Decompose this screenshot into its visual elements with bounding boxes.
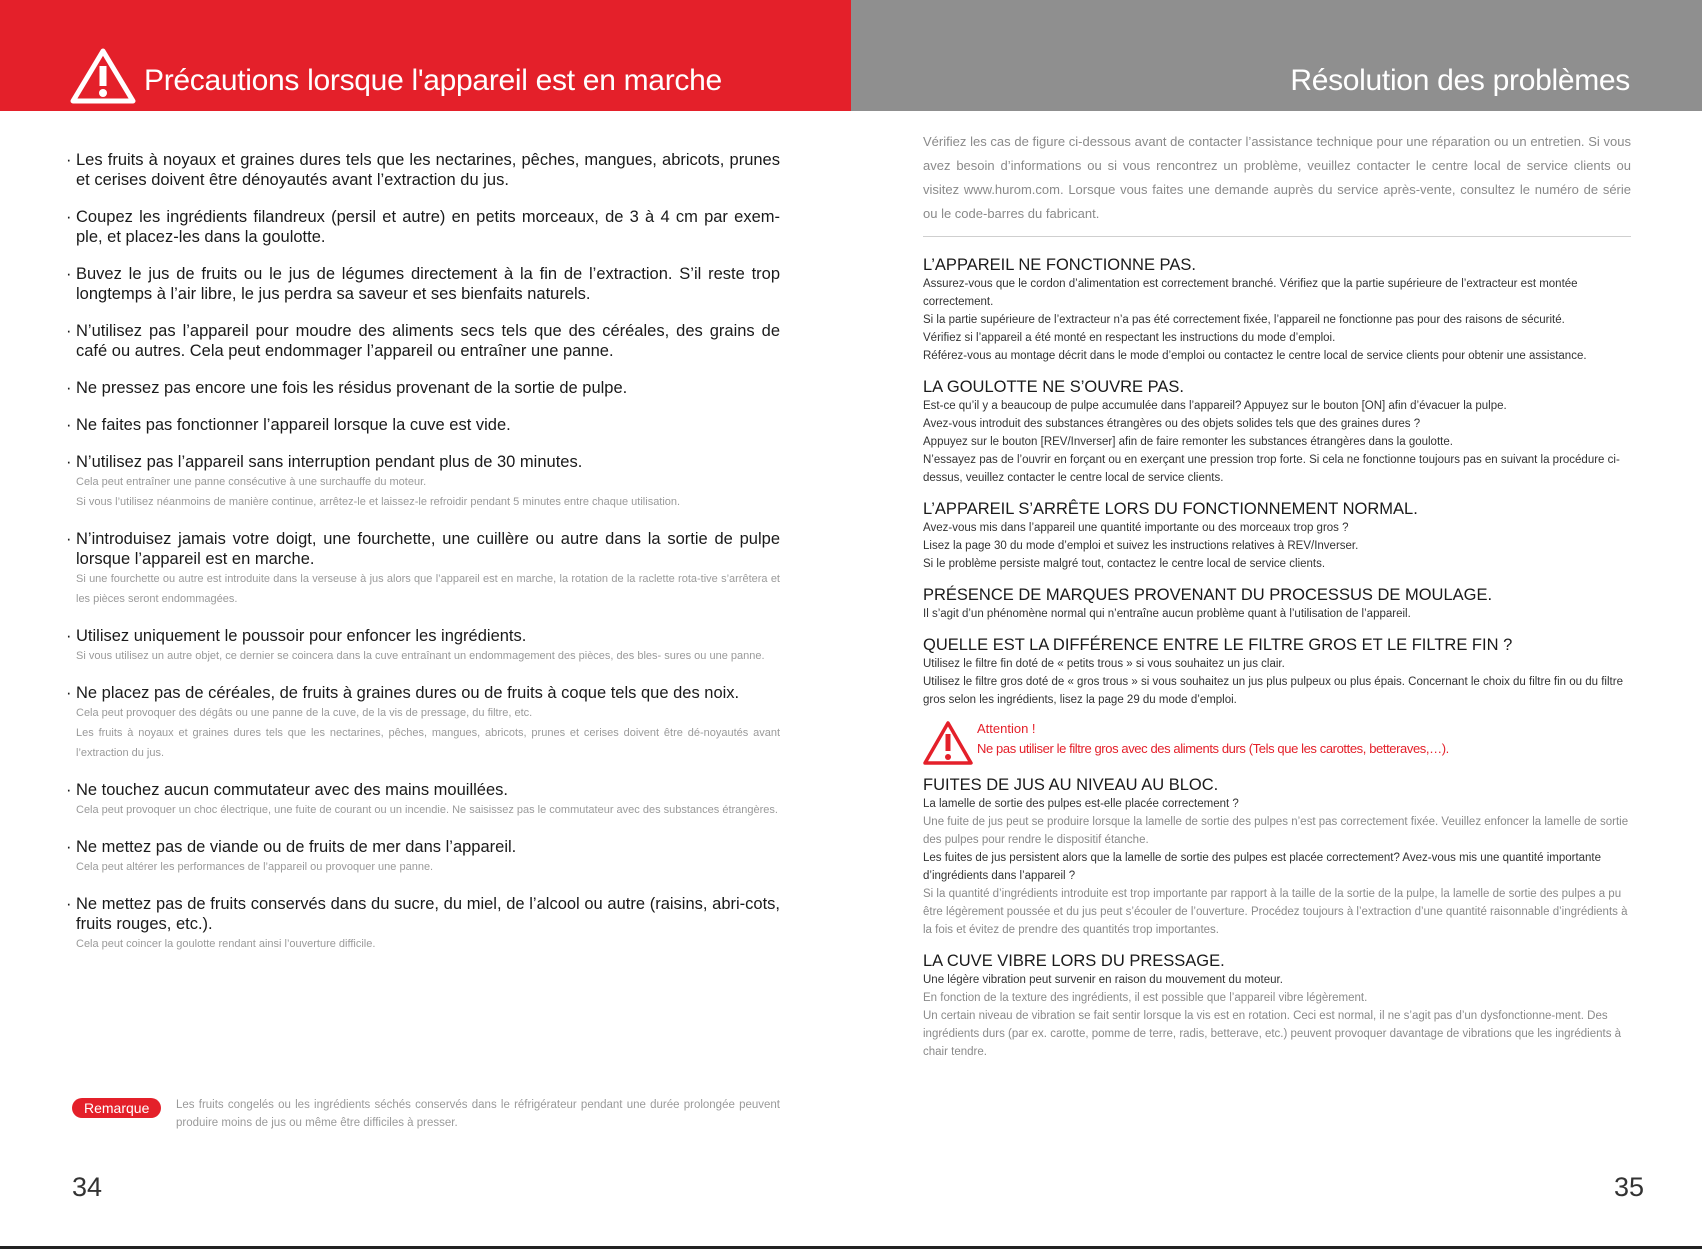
section-line: Les fuites de jus persistent alors que la lamelle de sortie des pulpes est placée correctement? Avez-vous mis une quantité importante d’ingrédients dans l’appareil ?	[923, 852, 1602, 882]
page-title-right: Résolution des problèmes	[1290, 64, 1630, 97]
precaution-note: Cela peut entraîner une panne consécutive à une surchauffe du moteur.	[76, 476, 427, 488]
section-line: Lisez la page 30 du mode d’emploi et suivez les instructions relatives à REV/Inverser.	[923, 540, 1359, 552]
precaution-note: Cela peut altérer les performances de l’appareil ou provoquer une panne.	[76, 861, 434, 873]
precaution-item	[66, 529, 780, 609]
precautions-list	[66, 150, 780, 971]
precaution-item	[66, 150, 780, 190]
section-title: L’APPAREIL NE FONCTIONNE PAS.	[923, 256, 1196, 274]
section-line: Si le problème persiste malgré tout, contactez le centre local de service clients.	[923, 558, 1326, 570]
attention-title: Attention !	[977, 721, 1036, 736]
precaution-item	[66, 780, 780, 820]
section-line: Si la partie supérieure de l’extracteur n’a pas été correctement fixée, l’appareil ne fonctionne pas pour des raisons de sécurité.	[923, 314, 1565, 326]
troubleshooting-section	[923, 635, 1631, 709]
precaution-text: N’utilisez pas l’appareil pour moudre des aliments secs tels que des céréales, des grains de café ou autres. Cela peut endommager l’appareil ou entraîner une panne.	[76, 322, 780, 360]
bullet-dot: ·	[66, 208, 72, 226]
remark-box	[72, 1096, 780, 1132]
precaution-text: Coupez les ingrédients filandreux (persil et autre) en petits morceaux, de 3 à 4 cm par exem-ple, et placez-les dans la goulotte.	[76, 208, 780, 246]
section-line: Si la quantité d’ingrédients introduite est trop importante par rapport à la taille de la sortie de la pulpe, la lamelle de sortie des pulpes a pu être légèrement poussée et du jus peut s’écouler de l’ouverture. Procédez toujours à l’extraction d’une quantité raisonnable d’ingrédients à la fois et évitez de prendre des quantités trop importantes.	[923, 888, 1628, 936]
header-right	[851, 0, 1702, 111]
precaution-note: Les fruits à noyaux et graines dures tels que les nectarines, pêches, mangues, abricots, prunes et cerises doivent être dé-noyautés avant l’extraction du jus.	[76, 727, 780, 759]
precaution-note: Si vous utilisez un autre objet, ce dernier se coincera dans la cuve entraînant un endommagement des pièces, des bles- sures ou une panne.	[76, 650, 765, 662]
section-line: Avez-vous mis dans l’appareil une quantité importante ou des morceaux trop gros ?	[923, 522, 1349, 534]
warning-triangle-icon	[70, 48, 136, 104]
troubleshooting-section	[923, 951, 1631, 1061]
troubleshooting-column	[923, 130, 1631, 1073]
precaution-text: N’utilisez pas l’appareil sans interruption pendant plus de 30 minutes.	[76, 453, 583, 471]
precaution-text: Ne mettez pas de viande ou de fruits de mer dans l’appareil.	[76, 838, 517, 856]
bullet-dot: ·	[66, 322, 72, 340]
bullet-dot: ·	[66, 453, 72, 471]
precaution-text: Ne placez pas de céréales, de fruits à graines dures ou de fruits à coque tels que des noix.	[76, 684, 740, 702]
precaution-item	[66, 837, 780, 877]
section-line: La lamelle de sortie des pulpes est-elle placée correctement ?	[923, 798, 1239, 810]
section-title: LA CUVE VIBRE LORS DU PRESSAGE.	[923, 952, 1225, 970]
section-title: LA GOULOTTE NE S’OUVRE PAS.	[923, 378, 1185, 396]
bullet-dot: ·	[66, 781, 72, 799]
precaution-item	[66, 415, 780, 435]
precaution-text: Ne faites pas fonctionner l’appareil lorsque la cuve est vide.	[76, 416, 511, 434]
bullet-dot: ·	[66, 530, 72, 548]
divider	[923, 236, 1631, 237]
section-title: PRÉSENCE DE MARQUES PROVENANT DU PROCESSUS DE MOULAGE.	[923, 586, 1493, 604]
intro-paragraph: Vérifiez les cas de figure ci-dessous avant de contacter l’assistance technique pour une réparation ou un entretien. Si vous avez besoin d’informations ou si vous rencontrez un problème, veuillez contacter le centre local de service clients ou visitez www.hurom.com. Lorsque vous faites une demande auprès du service après-vente, consultez le numéro de série ou le code-barres du fabricant.	[923, 134, 1631, 221]
precaution-text: Buvez le jus de fruits ou le jus de légumes directement à la fin de l’extraction. S’il reste trop longtemps à l’air libre, le jus perdra sa saveur et ses bienfaits naturels.	[76, 265, 780, 303]
section-line: Avez-vous introduit des substances étrangères ou des objets solides tels que des graines dures ?	[923, 418, 1421, 430]
troubleshooting-section	[923, 255, 1631, 365]
section-line: Utilisez le filtre fin doté de « petits trous » si vous souhaitez un jus clair.	[923, 658, 1285, 670]
section-line: En fonction de la texture des ingrédients, il est possible que l’appareil vibre légèrement.	[923, 992, 1368, 1004]
section-line: Référez-vous au montage décrit dans le mode d’emploi ou contactez le centre local de service clients pour obtenir une assistance.	[923, 350, 1587, 362]
precaution-note: Cela peut provoquer un choc électrique, une fuite de courant ou un incendie. Ne saisissez pas le commutateur avec des substances étrangères.	[76, 804, 778, 816]
bullet-dot: ·	[66, 265, 72, 283]
bullet-dot: ·	[66, 895, 72, 913]
precaution-note: Cela peut provoquer des dégâts ou une panne de la cuve, de la vis de pressage, du filtre, etc.	[76, 707, 533, 719]
attention-box	[923, 721, 1631, 767]
remark-badge: Remarque	[72, 1098, 161, 1118]
bullet-dot: ·	[66, 627, 72, 645]
precaution-note: Si une fourchette ou autre est introduite dans la verseuse à jus alors que l’appareil est en marche, la rotation de la raclette rota-tive s’arrêtera et les pièces seront endommagées.	[76, 573, 780, 605]
precaution-text: Utilisez uniquement le poussoir pour enfoncer les ingrédients.	[76, 627, 527, 645]
page-number-right: 35	[1613, 1172, 1644, 1202]
precaution-text: N’introduisez jamais votre doigt, une fourchette, une cuillère ou autre dans la sortie de pulpe lorsque l’appareil est en marche.	[76, 530, 780, 568]
section-line: Une fuite de jus peut se produire lorsque la lamelle de sortie des pulpes n’est pas correctement fixée. Veuillez enfoncer la lamelle de sortie des pulpes pour rendre le dispositif étanche.	[923, 816, 1629, 846]
precaution-item	[66, 626, 780, 666]
precaution-text: Ne touchez aucun commutateur avec des mains mouillées.	[76, 781, 508, 799]
troubleshooting-sections-after	[923, 775, 1631, 1061]
precaution-item	[66, 894, 780, 954]
section-title: L’APPAREIL S’ARRÊTE LORS DU FONCTIONNEMENT NORMAL.	[923, 500, 1418, 518]
warning-triangle-icon	[923, 721, 973, 765]
troubleshooting-sections	[923, 255, 1631, 709]
section-title: FUITES DE JUS AU NIVEAU AU BLOC.	[923, 776, 1219, 794]
section-line: Un certain niveau de vibration se fait sentir lorsque la vis est en rotation. Ceci est normal, il ne s’agit pas d’un dysfonctionne-ment. Des ingrédients durs (par ex. carotte, pomme de terre, radis, betterave, etc.) peuvent provoquer davantage de vibrations que les ingrédients à chair tendre.	[923, 1010, 1622, 1058]
troubleshooting-section	[923, 499, 1631, 573]
bullet-dot: ·	[66, 379, 72, 397]
bullet-dot: ·	[66, 416, 72, 434]
section-line: Appuyez sur le bouton [REV/Inverser] afin de faire remonter les substances étrangères dans la goulotte.	[923, 436, 1453, 448]
section-line: N’essayez pas de l’ouvrir en forçant ou en exerçant une pression trop forte. Si cela ne fonctionne toujours pas en suivant la procédure ci-dessus, veuillez contacter le centre local de service clients.	[923, 454, 1620, 484]
page-number-left: 34	[72, 1172, 103, 1202]
section-line: Vérifiez si l’appareil a été monté en respectant les instructions du mode d’emploi.	[923, 332, 1336, 344]
bullet-dot: ·	[66, 151, 72, 169]
troubleshooting-section	[923, 377, 1631, 487]
section-line: Utilisez le filtre gros doté de « gros trous » si vous souhaitez un jus plus pulpeux ou plus épais. Concernant le choix du filtre fin ou du filtre gros selon les ingrédients, lisez la page 29 du mode d’emploi.	[923, 676, 1623, 706]
precaution-item	[66, 683, 780, 763]
precaution-item	[66, 264, 780, 304]
precaution-note: Si vous l’utilisez néanmoins de manière continue, arrêtez-le et laissez-le refroidir pendant 5 minutes entre chaque utilisation.	[76, 496, 681, 508]
troubleshooting-section	[923, 775, 1631, 939]
precaution-note: Cela peut coincer la goulotte rendant ainsi l’ouverture difficile.	[76, 938, 376, 950]
troubleshooting-section	[923, 585, 1631, 623]
precaution-text: Ne pressez pas encore une fois les résidus provenant de la sortie de pulpe.	[76, 379, 628, 397]
precaution-item	[66, 207, 780, 247]
header-left	[0, 0, 851, 111]
precaution-text: Ne mettez pas de fruits conservés dans du sucre, du miel, de l’alcool ou autre (raisins, abri-cots, fruits rouges, etc.).	[76, 895, 780, 933]
attention-text: Ne pas utiliser le filtre gros avec des aliments durs (Tels que les carottes, betteraves,…).	[977, 741, 1449, 756]
precaution-item	[66, 452, 780, 512]
section-line: Est-ce qu’il y a beaucoup de pulpe accumulée dans l’appareil? Appuyez sur le bouton [ON] afin d’évacuer la pulpe.	[923, 400, 1507, 412]
section-line: Assurez-vous que le cordon d’alimentation est correctement branché. Vérifiez que la partie supérieure de l’extracteur est montée correctement.	[923, 278, 1578, 308]
precaution-item	[66, 378, 780, 398]
bullet-dot: ·	[66, 684, 72, 702]
precaution-item	[66, 321, 780, 361]
section-line: Une légère vibration peut survenir en raison du mouvement du moteur.	[923, 974, 1283, 986]
page-title-left: Précautions lorsque l'appareil est en marche	[144, 64, 722, 97]
section-line: Il s’agit d’un phénomène normal qui n’entraîne aucun problème quant à l’utilisation de l’appareil.	[923, 608, 1411, 620]
precaution-text: Les fruits à noyaux et graines dures tels que les nectarines, pêches, mangues, abricots, prunes et cerises doivent être dénoyautés avant l’extraction du jus.	[76, 151, 780, 189]
section-title: QUELLE EST LA DIFFÉRENCE ENTRE LE FILTRE GROS ET LE FILTRE FIN ?	[923, 636, 1513, 654]
bullet-dot: ·	[66, 838, 72, 856]
remark-text: Les fruits congelés ou les ingrédients séchés conservés dans le réfrigérateur pendant une durée prolongée peuvent produire moins de jus ou même être difficiles à presser.	[176, 1099, 780, 1129]
